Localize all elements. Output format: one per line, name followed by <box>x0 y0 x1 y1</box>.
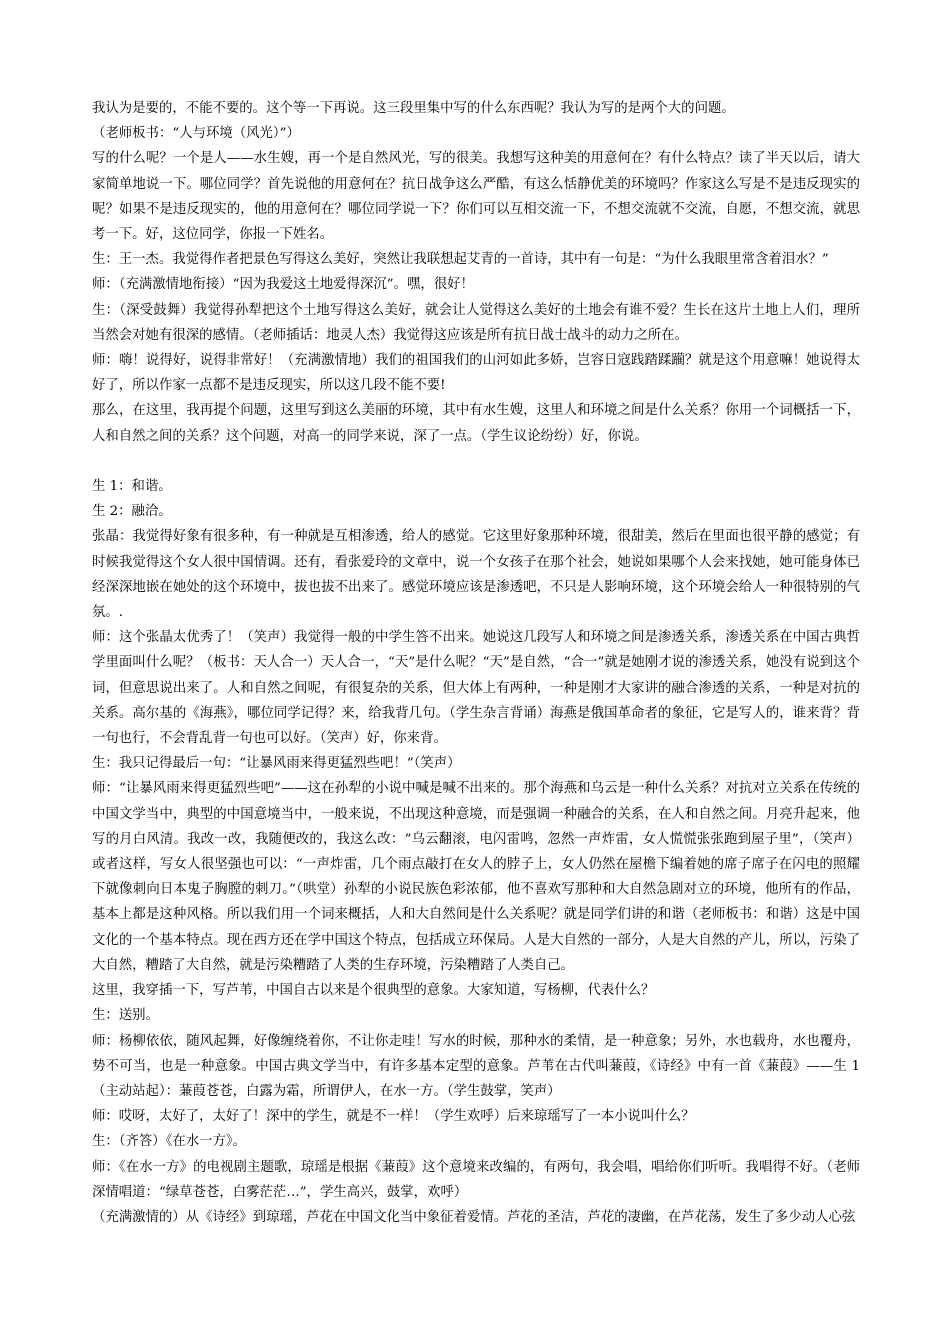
paragraph: 师：（充满激情地衔接）“因为我爱这土地爱得深沉”。嘿，很好！ <box>92 277 474 293</box>
paragraph: 张晶：我觉得好象有很多种，有一种就是互相渗透，给人的感觉。它这里好象那种环境，很甜美，然后在里面也很平静的感觉；有时候我觉得这个女人很中国情调。还有，看张爱玲的文章中，说一个女孩子在那个社会，她说如果哪个人会来找她，她可能身体已经深深地嵌在她处的这个环境中，拔也拔不出来了。感觉环境应该是渗透吧，不只是人影响环境，这个环境会给人一种很特别的气氛。. <box>92 529 860 621</box>
paragraph: 生：我只记得最后一句：“让暴风雨来得更猛烈些吧！”（笑声） <box>92 756 461 772</box>
paragraph: 生 1：和谐。 <box>92 479 172 495</box>
paragraph: 那么，在这里，我再提个问题，这里写到这么美丽的环境，其中有水生嫂，这里人和环境之间是什么关系？你用一个词概括一下，人和自然之间的关系？这个问题，对高一的同学来说，深了一点。（学生议论纷纷）好，你说。 <box>92 403 860 444</box>
paragraph: 生：王一杰。我觉得作者把景色写得这么美好，突然让我联想起艾青的一首诗，其中有一句是：“为什么我眼里常含着泪水？” <box>92 252 829 268</box>
paragraph: 师：《在水一方》的电视剧主题歌，琼瑶是根据《蒹葭》这个意境来改编的，有两句，我会唱，唱给你们听听。我唱得不好。（老师深情唱道：“绿草苍苍，白雾茫茫…”，学生高兴，鼓掌，欢呼） <box>92 1159 860 1200</box>
paragraph: 师：杨柳依依，随风起舞，好像缠绕着你，不让你走哇！写水的时候，那种水的柔情，是一种意象；另外，水也载舟，水也覆舟，势不可当，也是一种意象。中国古典文学当中，有许多基本定型的意象。芦苇在古代叫蒹葭，《诗经》中有一首《蒹葭》——生 1（主动站起）：蒹葭苍苍，白露为霜，所谓伊人，在水一方。（学生鼓掌，笑声） <box>92 1033 860 1099</box>
paragraph: （老师板书：“人与环境（风光）”） <box>92 126 300 142</box>
paragraph: 师：这个张晶太优秀了！（笑声）我觉得一般的中学生答不出来。她说这几段写人和环境之间是渗透关系，渗透关系在中国古典哲学里面叫什么呢？（板书：天人合一）天人合一，“天”是什么呢？“天”是自然，“合一”就是她刚才说的渗透关系，她没有说到这个词，但意思说出来了。人和自然之间呢，有很复杂的关系，但大体上有两种，一种是刚才大家讲的融合渗透的关系，一种是对抗的关系。高尔基的《海燕》，哪位同学记得？来，给我背几句。（学生杂言背诵）海燕是俄国革命者的象征，它是写人的，谁来背？背一句也行，不会背乱背一句也可以好。（笑声）好，你来背。 <box>92 630 860 747</box>
paragraph: 写的什么呢？一个是人——水生嫂，再一个是自然风光，写的很美。我想写这种美的用意何在？有什么特点？读了半天以后，请大家简单地说一下。哪位同学？首先说他的用意何在？抗日战争这么严酷，有这么恬静优美的环境吗？作家这么写是不是违反现实的呢？如果不是违反现实的，他的用意何在？哪位同学说一下？你们可以互相交流一下，不想交流就不交流，自愿，不想交流，就思考一下。好，这位同学，你报一下姓名。 <box>92 151 860 243</box>
paragraph: （充满激情的）从《诗经》到琼瑶，芦花在中国文化当中象征着爱情。芦花的圣洁，芦花的凄幽，在芦花荡，发生了多少动人心弦 <box>92 1209 856 1225</box>
paragraph: 生 2：融洽。 <box>92 504 172 520</box>
paragraph: 生：送别。 <box>92 1008 159 1024</box>
blank-line <box>92 449 860 474</box>
paragraph: 师：“让暴风雨来得更猛烈些吧”——这在孙犁的小说中喊是喊不出来的。那个海燕和乌云是一种什么关系？对抗对立关系在传统的中国文学当中，典型的中国意境当中，一般来说，不出现这种意境，而是强调一种融合的关系，在人和自然之间。月亮升起来，他写的月白风清。我改一改，我随便改的，我这么改：“乌云翻滚，电闪雷鸣，忽然一声炸雷，女人慌慌张张跑到屋子里”，（笑声）或者这样，写女人很坚强也可以：“一声炸雷，几个雨点敲打在女人的脖子上，女人仍然在屋檐下编着她的席子席子在闪电的照耀下就像刺向日本鬼子胸膛的刺刀。”（哄堂）孙犁的小说民族色彩浓郁，他不喜欢写那种和大自然急剧对立的环境，他所有的作品，基本上都是这种风格。所以我们用一个词来概括，人和大自然间是什么关系呢？就是同学们讲的和谐（老师板书：和谐）这是中国文化的一个基本特点。现在西方还在学中国这个特点，包括成立环保局。人是大自然的一部分，人是大自然的产儿，所以，污染了大自然，糟踏了大自然，就是污染糟踏了人类的生存环境，污染糟踏了人类自己。 <box>92 781 860 973</box>
paragraph: 我认为是要的，不能不要的。这个等一下再说。这三段里集中写的什么东西呢？我认为写的是两个大的问题。 <box>92 101 735 116</box>
paragraph: 生：（齐答）《在水一方》。 <box>92 1134 246 1150</box>
document-page <box>92 96 860 1230</box>
paragraph: 生：（深受鼓舞）我觉得孙犁把这个土地写得这么美好，就会让人觉得这么美好的土地会有谁不爱？生长在这片土地上人们，理所当然会对她有很深的感情。（老师插话：地灵人杰）我觉得这应该是所有抗日战士战斗的动力之所在。 <box>92 302 860 343</box>
paragraph: 师：嗨！说得好，说得非常好！（充满激情地）我们的祖国我们的山河如此多娇，岂容日寇践踏蹂躏？就是这个用意嘛！她说得太好了，所以作家一点都不是违反现实，所以这几段不能不要! <box>92 353 860 394</box>
paragraph: 这里，我穿插一下，写芦苇，中国自古以来是个很典型的意象。大家知道，写杨柳，代表什么？ <box>92 983 655 999</box>
paragraph: 师：哎呀，太好了，太好了！深中的学生，就是不一样！（学生欢呼）后来琼瑶写了一本小说叫什么？ <box>92 1109 695 1125</box>
